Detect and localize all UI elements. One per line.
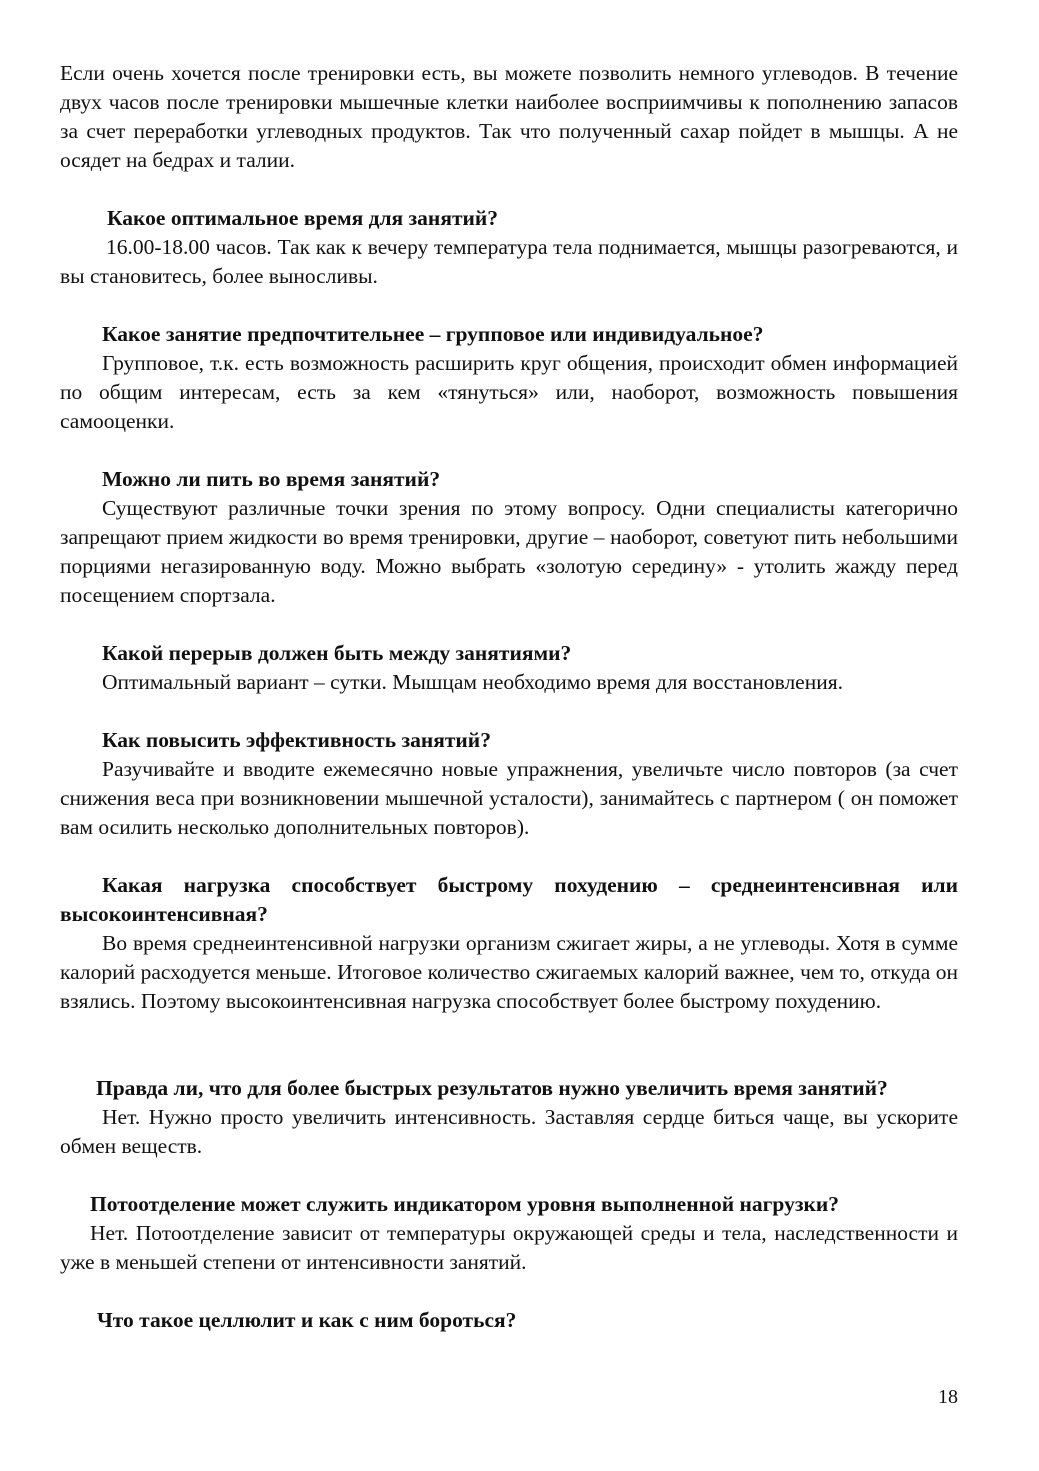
answer-paragraph: Во время среднеинтенсивной нагрузки организм сжигает жиры, а не углеводы. Хотя в сумме калорий расходуется меньше. Итоговое количество сжигаемых калорий важнее, чем то, откуда он взялись. Поэтому высокоинтенсивная нагрузка способствует более быстрому похудению. (60, 931, 958, 1013)
intro-paragraph: Если очень хочется после тренировки есть, вы можете позволить немного углеводов. В течение двух часов после тренировки мышечные клетки наиболее восприимчивы к пополнению запасов за счет переработки углеводных продуктов. Так что полученный сахар пойдет в мышцы. А не осядет на бедрах и талии. (60, 61, 958, 172)
question-heading: Какое оптимальное время для занятий? (107, 206, 499, 230)
answer-paragraph: Нет. Нужно просто увеличить интенсивность. Заставляя сердце биться чаще, вы ускорите обмен веществ. (60, 1105, 958, 1158)
answer-paragraph: Групповое, т.к. есть возможность расширить круг общения, происходит обмен информацией по общим интересам, есть за кем «тянуться» или, наоборот, возможность повышения самооценки. (60, 351, 958, 433)
question-heading: Какой перерыв должен быть между занятиями? (102, 641, 572, 665)
document-body (60, 59, 958, 1335)
page-number: 18 (938, 1386, 958, 1408)
answer-paragraph: 16.00-18.00 часов. Так как к вечеру температура тела поднимается, мышцы разогреваются, и вы становитесь, более выносливы. (60, 235, 958, 288)
question-heading: Можно ли пить во время занятий? (102, 467, 441, 491)
question-heading: Как повысить эффективность занятий? (102, 728, 491, 752)
question-heading: Потоотделение может служить индикатором уровня выполненной нагрузки? (90, 1192, 839, 1216)
question-heading: Что такое целлюлит и как с ним бороться? (97, 1308, 517, 1332)
question-heading: Правда ли, что для более быстрых результатов нужно увеличить время занятий? (96, 1076, 888, 1100)
question-heading: Какая нагрузка способствует быстрому похудению – среднеинтенсивная или высокоинтенсивная? (60, 873, 958, 926)
answer-paragraph: Существуют различные точки зрения по этому вопросу. Одни специалисты категорично запрещают прием жидкости во время тренировки, другие – наоборот, советуют пить небольшими порциями негазированную воду. Можно выбрать «золотую середину» - утолить жажду перед посещением спортзала. (60, 496, 958, 607)
answer-paragraph: Нет. Потоотделение зависит от температуры окружающей среды и тела, наследственности и уже в меньшей степени от интенсивности занятий. (60, 1221, 958, 1274)
question-heading: Какое занятие предпочтительнее – групповое или индивидуальное? (102, 322, 764, 346)
answer-paragraph: Оптимальный вариант – сутки. Мышцам необходимо время для восстановления. (102, 670, 844, 694)
answer-paragraph: Разучивайте и вводите ежемесячно новые упражнения, увеличьте число повторов (за счет снижения веса при возникновении мышечной усталости), занимайтесь с партнером ( он поможет вам осилить несколько дополнительных повторов). (60, 757, 958, 839)
